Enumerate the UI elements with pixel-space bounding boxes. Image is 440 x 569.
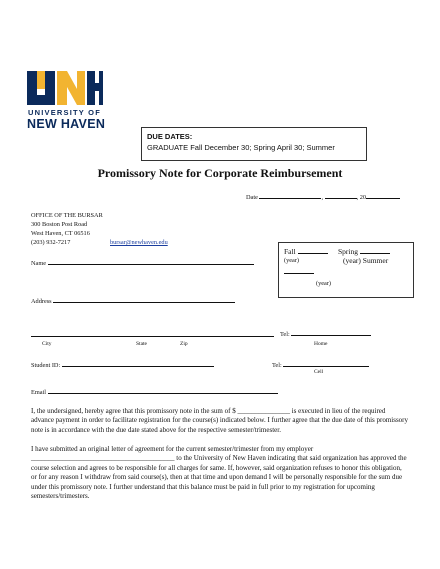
spring-year-field[interactable] (360, 247, 390, 254)
tel-home-label: Tel: (280, 331, 290, 338)
email-row (31, 387, 278, 397)
summer-option (343, 257, 388, 265)
fall-year-caption: (year) (284, 257, 300, 264)
date-month-day-field[interactable] (259, 192, 324, 201)
address-row (31, 296, 235, 306)
date-year-prefix: 20 (359, 194, 367, 201)
agreement-paragraph-1: I, the undersigned, hereby agree that this promissory note in the sum of $ _______________ is executed in lieu of the required advance payment in order to facilitate registration for the course(s) indicated below. I further agree that the due date of this promissory note is in accordance with the due date stated above for the respective semester/trimester. (31, 407, 409, 434)
email-label: Email (31, 389, 47, 396)
logo-text-line1: UNIVERSITY OF (28, 108, 101, 117)
spring-label: Spring (338, 247, 359, 256)
spring-option (338, 247, 390, 256)
student-id-field[interactable] (62, 360, 214, 367)
name-field[interactable] (48, 258, 254, 265)
date-line (246, 192, 400, 202)
cell-caption: Cell (314, 369, 324, 375)
due-dates-heading: DUE DATES: (147, 132, 193, 141)
name-label: Name (31, 260, 47, 267)
tel-home-field[interactable] (291, 329, 371, 336)
bursar-street: 300 Boston Post Road (31, 221, 88, 228)
document-title: Promissory Note for Corporate Reimbursement (97, 166, 343, 180)
summer-year-field[interactable] (284, 267, 314, 274)
logo-gold-accent (37, 71, 45, 89)
date-separator: , (321, 194, 324, 201)
summer-label: Summer (362, 256, 389, 265)
city-state-zip-field[interactable] (31, 336, 274, 337)
student-id-row (31, 360, 214, 370)
agreement-paragraph-2: I have submitted an original letter of agreement for the current semester/trimester from my employer _________________________________________ to the University of New Haven indicating that said organization has approved the course selection and agrees to be responsible for all charges for same. If, however, said organization refuses to honor this obligation, or for any reason I withdraw from said course(s), then at that time and upon demand I will be personally responsible for the sum due under this promissory note. I further understand that this balance must be paid in full prior to my registration for upcoming semesters/trimesters. (31, 445, 407, 501)
due-dates-box (141, 127, 367, 161)
due-dates-text: GRADUATE Fall December 30; Spring April 30; Summer (147, 143, 335, 152)
university-logo (27, 69, 103, 107)
semester-selection-box (278, 242, 414, 298)
home-caption: Home (314, 341, 328, 347)
bursar-city: West Haven, CT 06516 (31, 230, 90, 237)
state-caption: State (136, 341, 147, 347)
city-caption: City (42, 341, 52, 347)
email-field[interactable] (48, 387, 278, 394)
address-label: Address (31, 298, 52, 305)
bursar-email-link[interactable]: bursar@newhaven.edu (110, 239, 168, 246)
tel-cell-label: Tel: (272, 362, 282, 369)
fall-option (284, 247, 328, 256)
bursar-phone: (203) 932-7217 (31, 239, 71, 246)
date-year-field[interactable] (366, 192, 400, 199)
zip-caption: Zip (180, 341, 188, 347)
logo-n-shape (57, 71, 85, 105)
tel-cell-field[interactable] (283, 360, 369, 367)
summer-year-caption: (year) (316, 280, 332, 287)
spring-year-caption: (year) (343, 256, 361, 265)
address-field[interactable] (53, 296, 235, 303)
date-label: Date (246, 194, 258, 201)
fall-label: Fall (284, 247, 296, 256)
logo-h-shape (87, 71, 103, 105)
bursar-office: OFFICE OF THE BURSAR (31, 212, 103, 219)
tel-home-row (280, 329, 371, 339)
date-second-field[interactable] (325, 192, 357, 199)
fall-year-field[interactable] (298, 247, 328, 254)
date-separator-2: , (356, 194, 359, 201)
name-row (31, 258, 254, 268)
student-id-label: Student ID: (31, 362, 61, 369)
logo-text-line2: NEW HAVEN (27, 117, 106, 131)
